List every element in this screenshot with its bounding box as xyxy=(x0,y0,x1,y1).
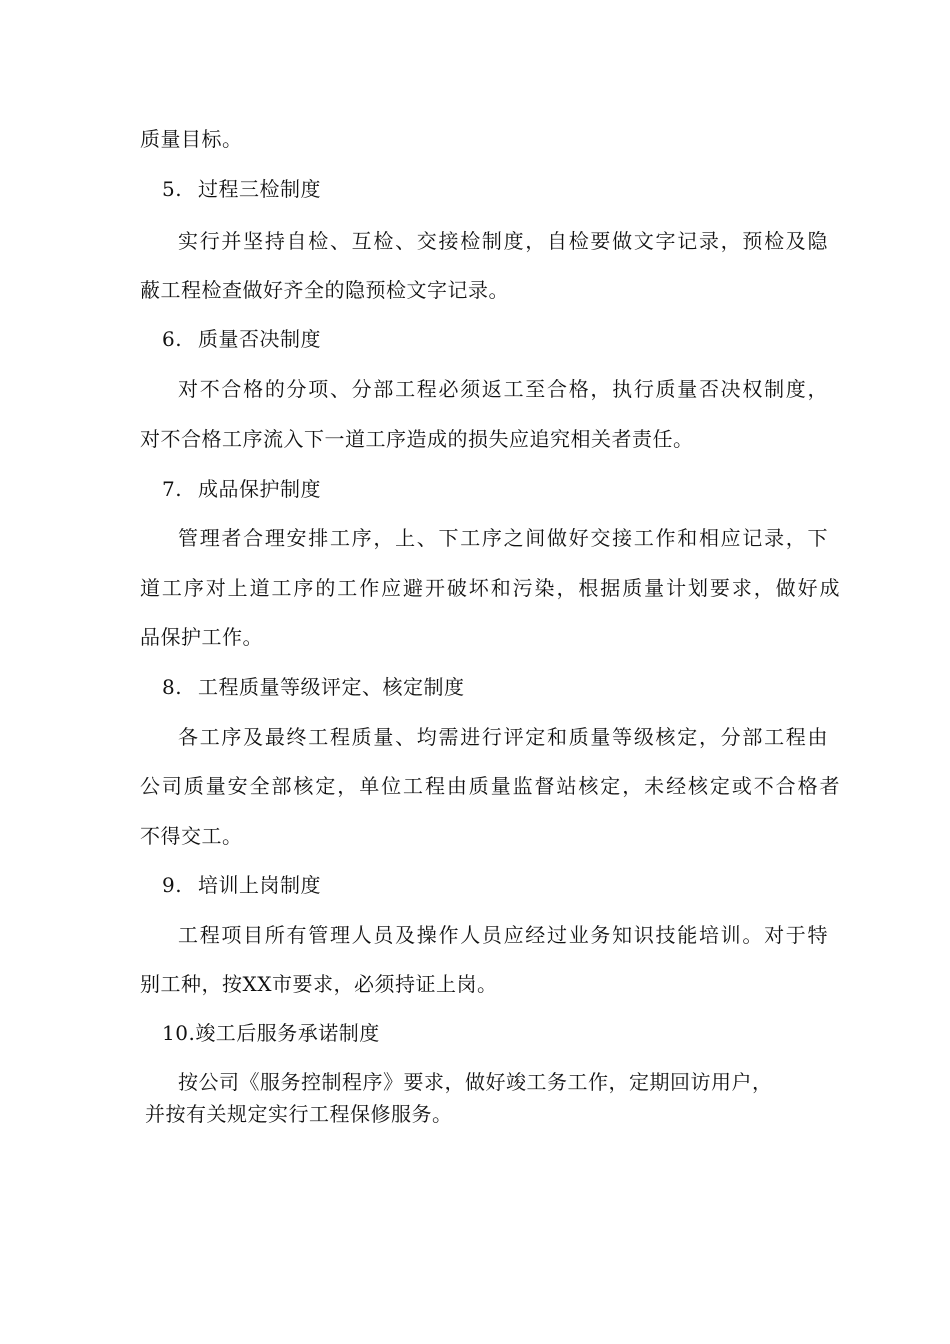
section-heading-6 xyxy=(162,325,822,353)
paragraph-line: 蔽工程检查做好齐全的隐预检文字记录。 xyxy=(140,278,509,302)
section-title: 质量否决制度 xyxy=(198,327,321,351)
paragraph-line: 各工序及最终工程质量、均需进行评定和质量等级核定，分部工程由 xyxy=(178,725,828,749)
section-number: 10. xyxy=(162,1021,196,1045)
paragraph-line: 道工序对上道工序的工作应避开破坏和污染，根据质量计划要求，做好成 xyxy=(140,576,840,600)
section-heading-5 xyxy=(162,175,822,203)
section-number: 9. xyxy=(162,873,183,897)
paragraph-line: 别工种，按XX市要求，必须持证上岗。 xyxy=(140,972,498,996)
section-heading-8 xyxy=(162,673,822,701)
section-title: 竣工后服务承诺制度 xyxy=(195,1021,380,1045)
paragraph-line: 并按有关规定实行工程保修服务。 xyxy=(145,1102,453,1126)
paragraph-line: 对不合格工序流入下一道工序造成的损失应追究相关者责任。 xyxy=(140,427,694,451)
paragraph-line: 管理者合理安排工序，上、下工序之间做好交接工作和相应记录，下 xyxy=(178,526,828,550)
section-number: 8. xyxy=(162,675,183,699)
section-title: 工程质量等级评定、核定制度 xyxy=(198,675,465,699)
paragraph-line: 按公司《服务控制程序》要求，做好竣工务工作，定期回访用户， xyxy=(178,1070,773,1094)
paragraph-line: 品保护工作。 xyxy=(140,625,263,649)
paragraph-line: 对不合格的分项、分部工程必须返工至合格，执行质量否决权制度， xyxy=(178,377,828,401)
section-title: 过程三检制度 xyxy=(198,177,321,201)
section-heading-9 xyxy=(162,871,822,899)
section-number: 6. xyxy=(162,327,183,351)
section-heading-10 xyxy=(162,1019,822,1047)
paragraph-line: 质量目标。 xyxy=(140,127,243,151)
section-number: 5. xyxy=(162,177,183,201)
paragraph-line: 实行并坚持自检、互检、交接检制度，自检要做文字记录，预检及隐 xyxy=(178,229,828,253)
section-heading-7 xyxy=(162,475,822,503)
paragraph-line: 不得交工。 xyxy=(140,824,243,848)
section-title: 成品保护制度 xyxy=(198,477,321,501)
section-number: 7. xyxy=(162,477,183,501)
section-title: 培训上岗制度 xyxy=(198,873,321,897)
paragraph-line: 公司质量安全部核定，单位工程由质量监督站核定，未经核定或不合格者 xyxy=(140,774,840,798)
paragraph-line: 工程项目所有管理人员及操作人员应经过业务知识技能培训。对于特 xyxy=(178,923,828,947)
